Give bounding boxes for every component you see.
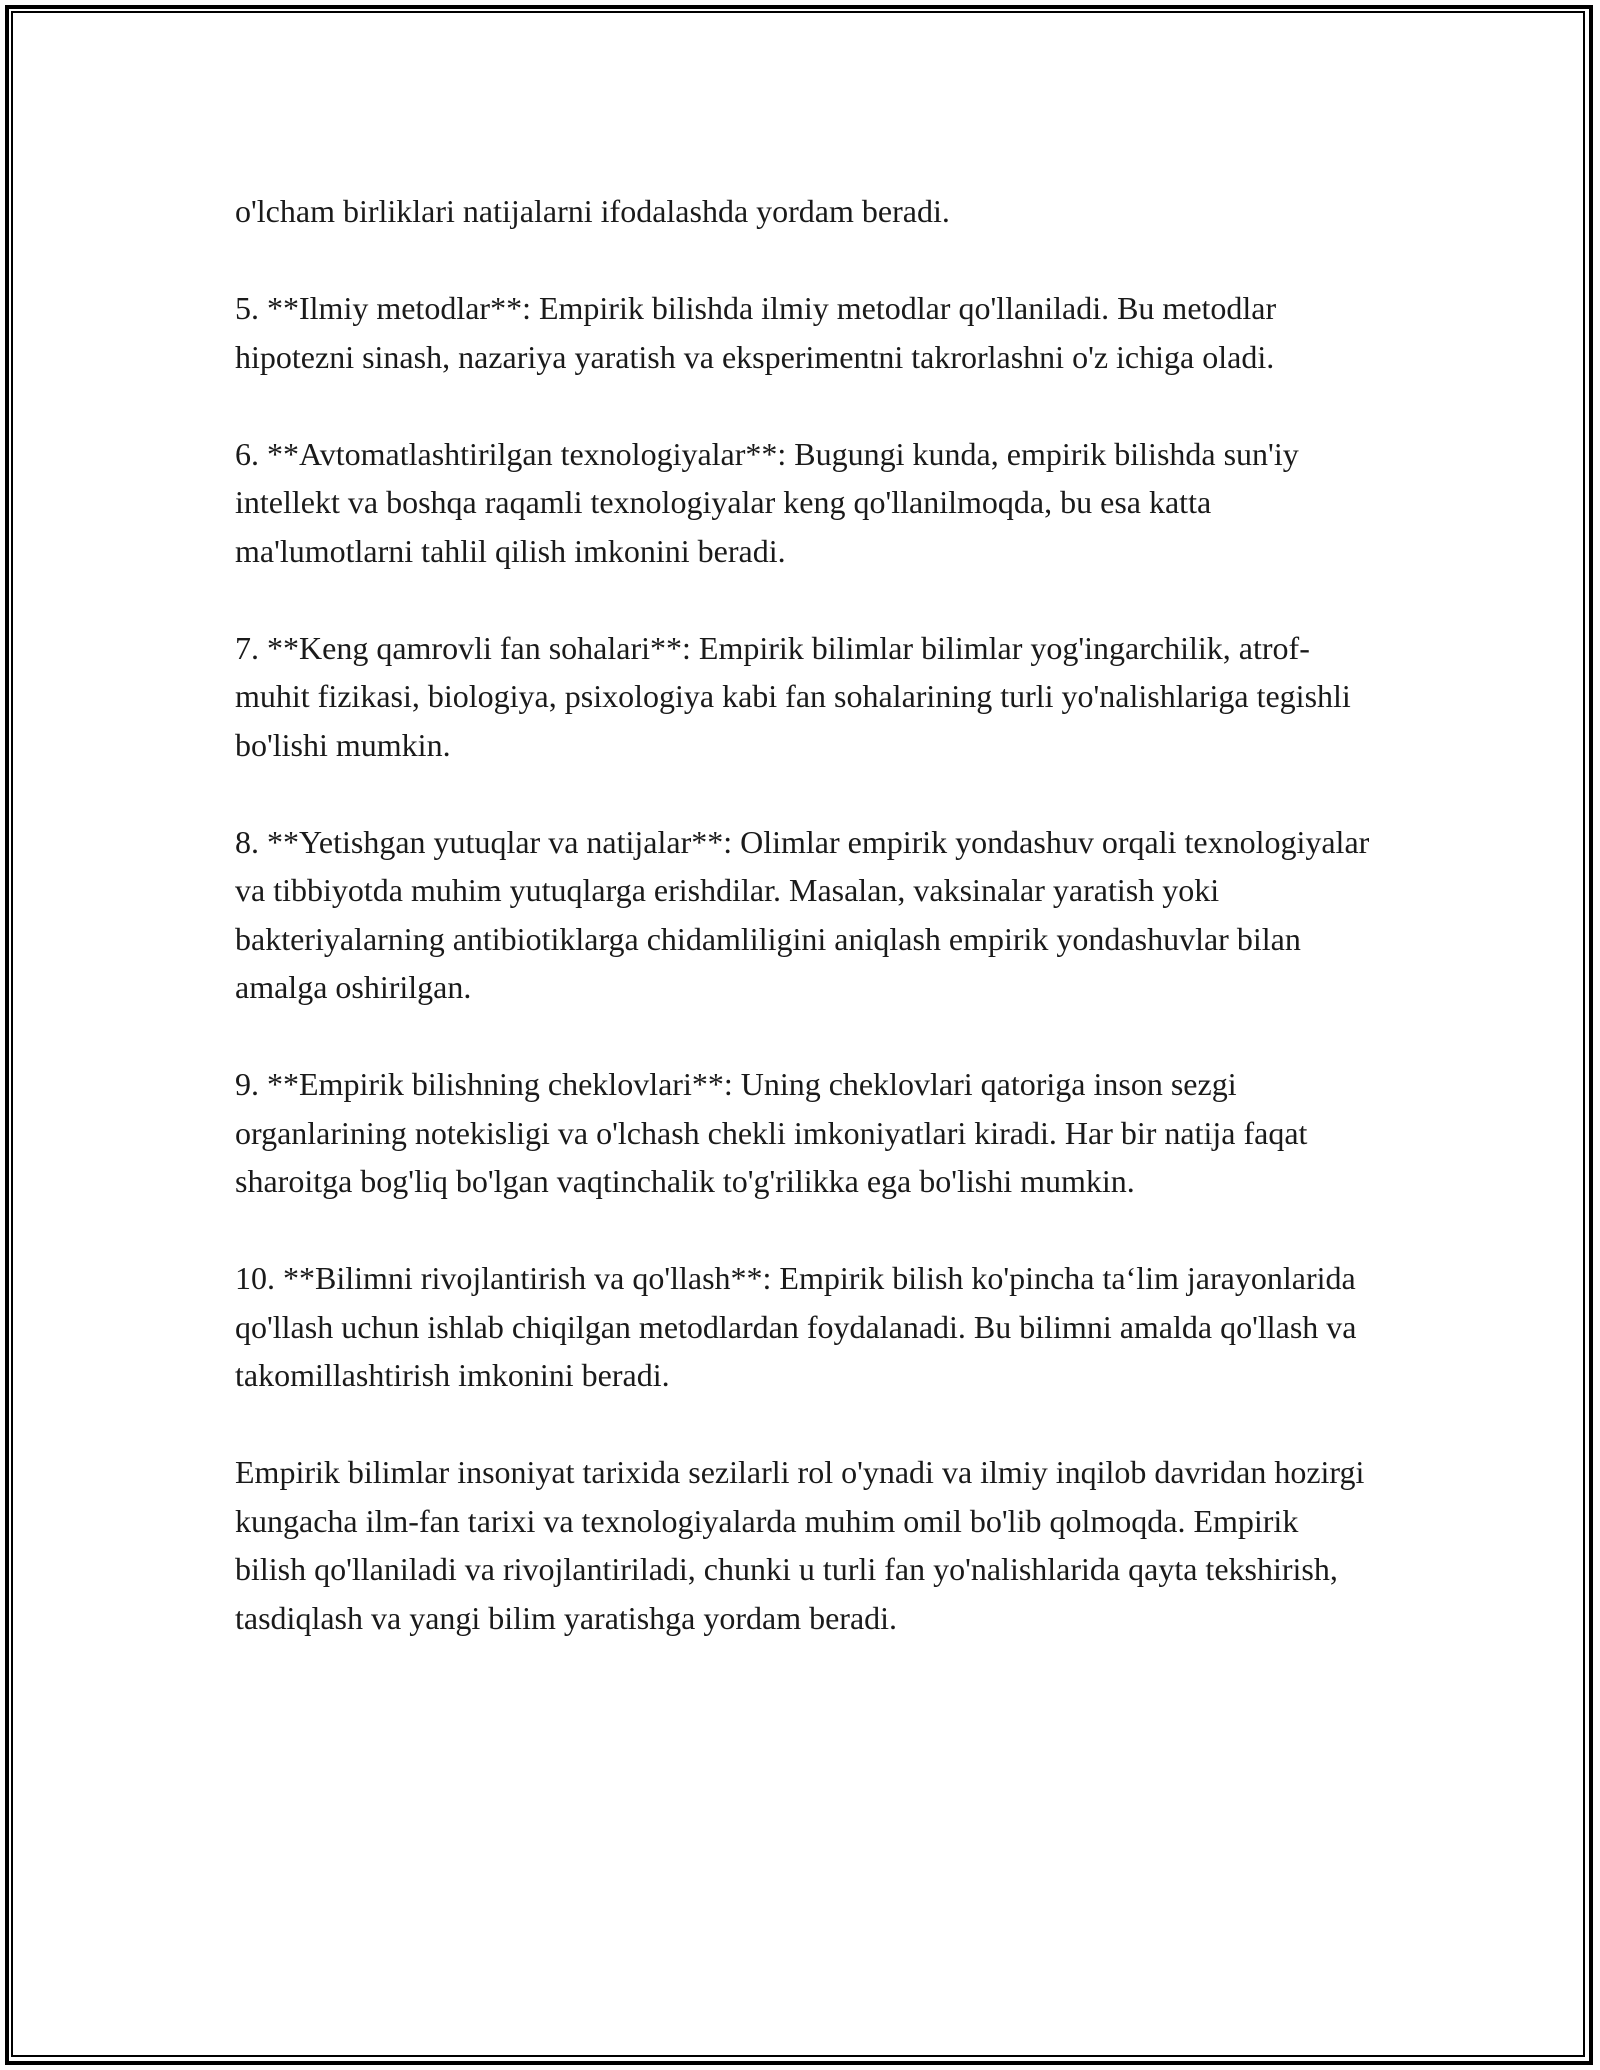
paragraph-item-6: 6. **Avtomatlashtirilgan texnologiyalar**: Bugungi kunda, empirik bilishda sun'iy intellekt va boshqa raqamli texnologiyalar keng qo'llanilmoqda, bu esa katta ma'lumotlarni tahlil qilish imkonini beradi. [235, 435, 1299, 569]
paragraph-conclusion: Empirik bilimlar insoniyat tarixida sezilarli rol o'ynadi va ilmiy inqilob davridan hozirgi kungacha ilm-fan tarixi va texnologiyalarda muhim omil bo'lib qolmoqda. Empirik bilish qo'llaniladi va rivojlantiriladi, chunki u turli fan yo'nalishlarida qayta tekshirish, tasdiqlash va yangi bilim yaratishga yordam beradi. [235, 1454, 1365, 1636]
document-body [235, 187, 1370, 1691]
paragraph-item-10: 10. **Bilimni rivojlantirish va qo'llash**: Empirik bilish ko'pincha ta‘lim jarayonlarida qo'llash uchun ishlab chiqilgan metodlardan foydalanadi. Bu bilimni amalda qo'llash va takomillashtirish imkonini beradi. [235, 1260, 1357, 1393]
paragraph-item-9: 9. **Empirik bilishning cheklovlari**: Uning cheklovlari qatoriga inson sezgi organlarining notekisligi va o'lchash chekli imkoniyatlari kiradi. Har bir natija faqat sharoitga bog'liq bo'lgan vaqtinchalik to'g'rilikka ega bo'lishi mumkin. [235, 1066, 1308, 1199]
paragraph-continuation: o'lcham birliklari natijalarni ifodalashda yordam beradi. [235, 193, 950, 229]
paragraph-item-8: 8. **Yetishgan yutuqlar va natijalar**: Olimlar empirik yondashuv orqali texnologiyalar va tibbiyotda muhim yutuqlarga erishdilar. Masalan, vaksinalar yaratish yoki bakteriyalarning antibiotiklarga chidamliligini aniqlash empirik yondashuvlar bilan amalga oshirilgan. [235, 823, 1370, 1005]
paragraph-item-5: 5. **Ilmiy metodlar**: Empirik bilishda ilmiy metodlar qo'llaniladi. Bu metodlar hipotezni sinash, nazariya yaratish va eksperimentni takrorlashni o'z ichiga oladi. [235, 290, 1277, 375]
paragraph-item-7: 7. **Keng qamrovli fan sohalari**: Empirik bilimlar bilimlar yog'ingarchilik, atrof-muhit fizikasi, biologiya, psixologiya kabi fan sohalarining turli yo'nalishlariga tegishli bo'lishi mumkin. [235, 629, 1351, 763]
